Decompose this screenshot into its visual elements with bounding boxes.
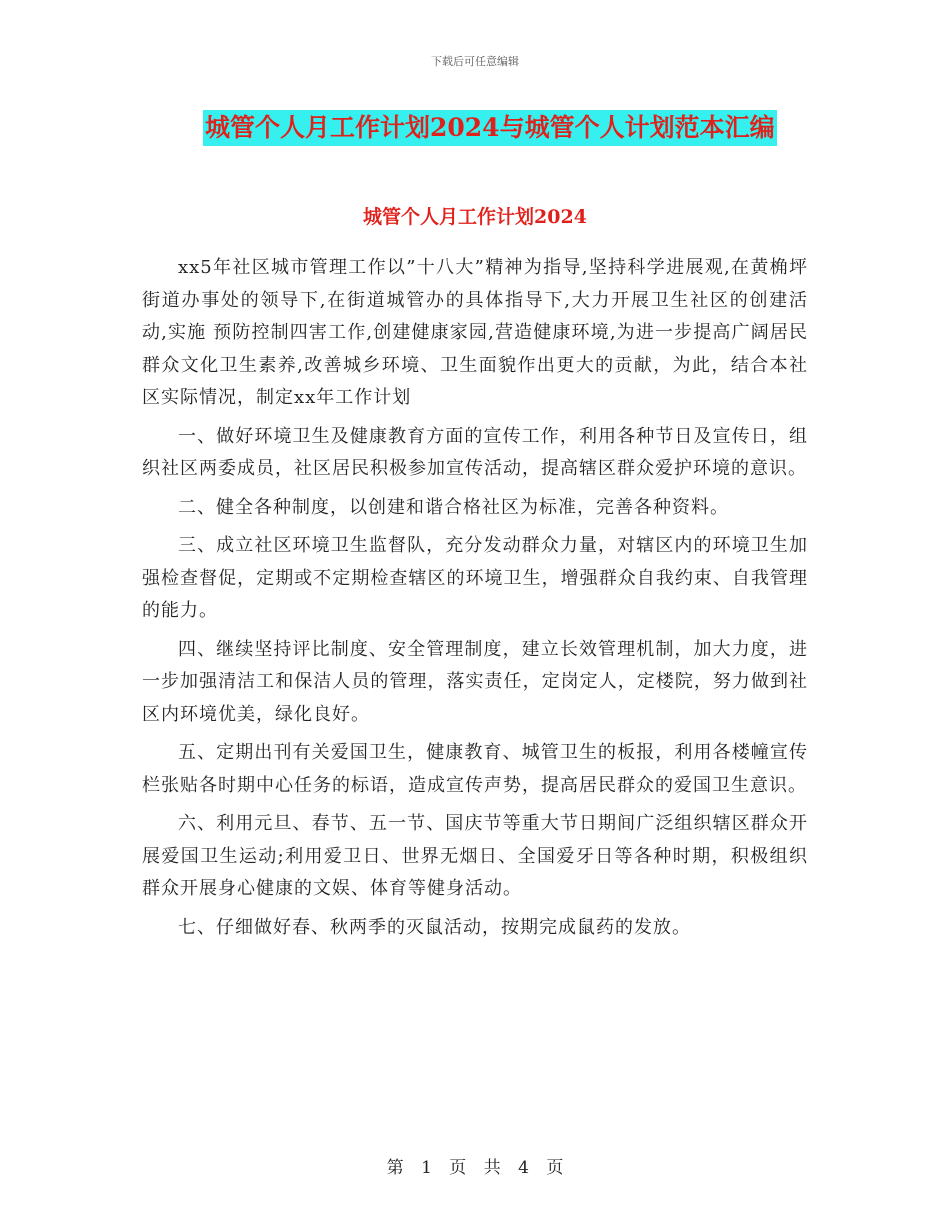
footer-prefix: 第 [386, 1158, 404, 1178]
footer-suffix: 页 [546, 1158, 564, 1178]
paragraph-item-5: 五、定期出刊有关爱国卫生，健康教育、城管卫生的板报，利用各楼幢宣传栏张贴各时期中心任务的标语，造成宣传声势，提高居民群众的爱国卫生意识。 [142, 742, 808, 796]
paragraph-item-1: 一、做好环境卫生及健康教育方面的宣传工作，利用各种节日及宣传日，组织社区两委成员，社区居民积极参加宣传活动，提高辖区群众爱护环境的意识。 [142, 425, 808, 479]
footer-total-pages: 4 [518, 1158, 529, 1178]
paragraph-item-2: 二、健全各种制度，以创建和谐合格社区为标准，完善各种资料。 [178, 496, 729, 518]
paragraph-intro: xx5年社区城市管理工作以”十八大”精神为指导,坚持科学进展观,在黄桷坪街道办事处的领导下,在街道城管办的具体指导下,大力开展卫生社区的创建活动,实施 预防控制四害工作,创建健康家园,营造健康环境,为进一步提高广阔居民群众文化卫生素养,改善城乡环境、卫生面貌作出更大的贡献，为此，结合本社区实际情况，制定xx年工作计划 [142, 257, 808, 408]
paragraph-item-4: 四、继续坚持评比制度、安全管理制度，建立长效管理机制，加大力度，进一步加强清洁工和保洁人员的管理，落实责任，定岗定人，定楼院，努力做到社区内环境优美，绿化良好。 [142, 638, 808, 725]
document-body [142, 252, 808, 950]
paragraph-item-7: 七、仔细做好春、秋两季的灭鼠活动，按期完成鼠药的发放。 [178, 916, 691, 938]
footer-page-number: 1 [421, 1158, 432, 1178]
header-note: 下载后可任意编辑 [431, 55, 519, 68]
paragraph-item-6: 六、利用元旦、春节、五一节、国庆节等重大节日期间广泛组织辖区群众开展爱国卫生运动;利用爱卫日、世界无烟日、全国爱牙日等各种时期，积极组织群众开展身心健康的文娱、体育等健身活动。 [142, 813, 808, 899]
footer-page-label: 页 [449, 1158, 467, 1178]
footer-total-label: 共 [483, 1158, 501, 1178]
section-title: 城管个人月工作计划2024 [363, 206, 587, 228]
paragraph-item-3: 三、成立社区环境卫生监督队，充分发动群众力量，对辖区内的环境卫生加强检查督促，定期或不定期检查辖区的环境卫生，增强群众自我约束、自我管理的能力。 [142, 535, 808, 621]
page-footer [0, 1153, 950, 1178]
document-title: 城管个人月工作计划2024与城管个人计划范本汇编 [203, 110, 777, 146]
